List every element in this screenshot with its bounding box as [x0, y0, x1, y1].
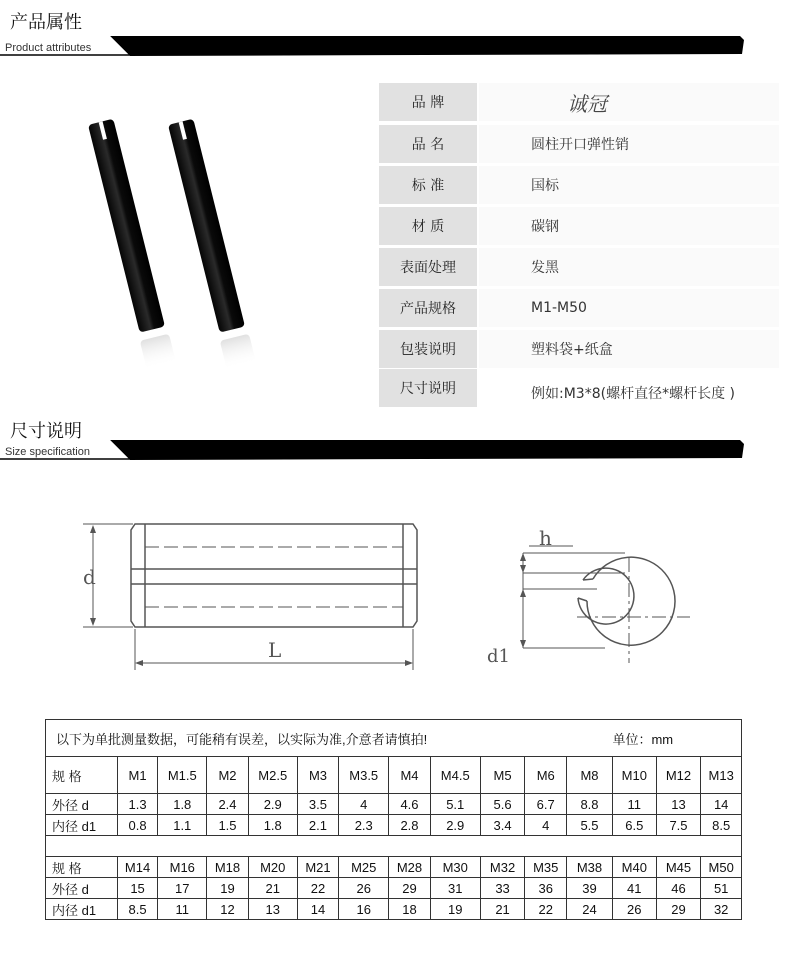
size-header-bar: [0, 438, 745, 462]
size-cell: M30: [430, 857, 480, 878]
spec-header-row-2: [46, 857, 742, 878]
attribute-label: 产品规格: [379, 289, 477, 327]
outer-cell: 5.1: [430, 794, 480, 815]
inner-cell: 26: [612, 899, 656, 920]
outer-cell: 19: [207, 878, 249, 899]
outer-cell: 36: [525, 878, 567, 899]
inner-cell: 1.1: [158, 815, 207, 836]
diagram-label-h: h: [539, 526, 552, 550]
size-cell: M3: [297, 757, 339, 794]
spec-header-row-1: [46, 757, 742, 794]
outer-cell: 29: [389, 878, 431, 899]
size-cell: M21: [297, 857, 339, 878]
spring-pin-photo: [60, 115, 280, 395]
size-spec-table: [45, 719, 742, 920]
size-cell: M5: [480, 757, 525, 794]
attribute-value: 塑料袋+纸盒: [479, 330, 779, 368]
outer-cell: 31: [430, 878, 480, 899]
table-gap-row: [46, 836, 742, 857]
inner-cell: 22: [525, 899, 567, 920]
size-cell: M2: [207, 757, 249, 794]
measurement-note: 以下为单批测量数据，可能稍有误差，以实际为准,介意者请慎拍!: [46, 720, 613, 757]
attribute-row-brand: [379, 83, 779, 121]
size-cell: M6: [525, 757, 567, 794]
inner-cell: 1.5: [207, 815, 249, 836]
inner-cell: 21: [480, 899, 525, 920]
inner-cell: 4: [525, 815, 567, 836]
attributes-section-subtitle: Product attributes: [5, 42, 92, 54]
attribute-label: 品 牌: [379, 83, 477, 121]
diagram-label-d: d: [83, 565, 96, 589]
attribute-value: 碳钢: [479, 207, 779, 245]
inner-cell: 14: [297, 899, 339, 920]
outer-cell: 1.8: [158, 794, 207, 815]
attribute-label: 材 质: [379, 207, 477, 245]
outer-cell: 15: [117, 878, 158, 899]
outer-cell: 2.4: [207, 794, 249, 815]
row-label-inner: 内径 d1: [46, 899, 118, 920]
size-cell: M16: [158, 857, 207, 878]
inner-cell: 2.3: [339, 815, 389, 836]
inner-diameter-row-1: [46, 815, 742, 836]
size-cell: M4.5: [430, 757, 480, 794]
size-cell: M4: [389, 757, 431, 794]
attribute-label: 包装说明: [379, 330, 477, 368]
inner-cell: 2.9: [430, 815, 480, 836]
unit-label: 单位：mm: [612, 720, 741, 757]
inner-cell: 2.1: [297, 815, 339, 836]
row-label-spec: 规 格: [46, 757, 118, 794]
size-cell: M28: [389, 857, 431, 878]
size-cell: M10: [612, 757, 656, 794]
outer-cell: 17: [158, 878, 207, 899]
inner-cell: 0.8: [117, 815, 158, 836]
inner-cell: 18: [389, 899, 431, 920]
outer-cell: 2.9: [248, 794, 297, 815]
size-section-title: 尺寸说明: [10, 421, 82, 442]
attribute-row-spec: [379, 289, 779, 327]
table-note-row: [46, 720, 742, 757]
attribute-row-name: [379, 125, 779, 163]
size-cell: M25: [339, 857, 389, 878]
size-cell: M35: [525, 857, 567, 878]
size-cell: M20: [248, 857, 297, 878]
outer-cell: 11: [612, 794, 656, 815]
inner-cell: 13: [248, 899, 297, 920]
outer-cell: 39: [567, 878, 613, 899]
brand-value: 诚冠: [479, 83, 779, 121]
attribute-row-finish: [379, 248, 779, 286]
outer-cell: 4: [339, 794, 389, 815]
attribute-row-size: [379, 369, 779, 407]
size-cell: M3.5: [339, 757, 389, 794]
outer-cell: 26: [339, 878, 389, 899]
outer-cell: 41: [612, 878, 656, 899]
outer-diameter-row-1: [46, 794, 742, 815]
size-cell: M50: [701, 857, 742, 878]
row-label-outer: 外径 d: [46, 878, 118, 899]
size-cell: M1: [117, 757, 158, 794]
pin-side-view-diagram: [75, 515, 420, 675]
size-cell: M38: [567, 857, 613, 878]
outer-cell: 22: [297, 878, 339, 899]
inner-cell: 8.5: [701, 815, 742, 836]
outer-cell: 6.7: [525, 794, 567, 815]
inner-cell: 24: [567, 899, 613, 920]
size-cell: M18: [207, 857, 249, 878]
inner-cell: 16: [339, 899, 389, 920]
attributes-section-title: 产品属性: [10, 12, 82, 33]
attribute-label: 尺寸说明: [379, 369, 477, 407]
inner-cell: 29: [656, 899, 701, 920]
outer-cell: 51: [701, 878, 742, 899]
inner-cell: 3.4: [480, 815, 525, 836]
size-cell: M45: [656, 857, 701, 878]
outer-cell: 21: [248, 878, 297, 899]
attribute-value: M1-M50: [479, 289, 779, 327]
inner-cell: 6.5: [612, 815, 656, 836]
size-cell: M2.5: [248, 757, 297, 794]
inner-cell: 8.5: [117, 899, 158, 920]
inner-cell: 12: [207, 899, 249, 920]
inner-cell: 2.8: [389, 815, 431, 836]
inner-cell: 11: [158, 899, 207, 920]
inner-cell: 19: [430, 899, 480, 920]
size-cell: M14: [117, 857, 158, 878]
row-label-outer: 外径 d: [46, 794, 118, 815]
outer-cell: 33: [480, 878, 525, 899]
size-cell: M12: [656, 757, 701, 794]
size-cell: M13: [701, 757, 742, 794]
table-gap: [46, 836, 742, 857]
outer-cell: 4.6: [389, 794, 431, 815]
inner-cell: 7.5: [656, 815, 701, 836]
row-label-spec: 规 格: [46, 857, 118, 878]
size-cell: M8: [567, 757, 613, 794]
outer-cell: 46: [656, 878, 701, 899]
outer-cell: 5.6: [480, 794, 525, 815]
outer-cell: 3.5: [297, 794, 339, 815]
size-cell: M1.5: [158, 757, 207, 794]
outer-cell: 1.3: [117, 794, 158, 815]
attribute-row-material: [379, 207, 779, 245]
attribute-label: 品 名: [379, 125, 477, 163]
size-cell: M40: [612, 857, 656, 878]
attribute-row-packaging: [379, 330, 779, 368]
attribute-value: 国标: [479, 166, 779, 204]
attributes-header-bar: [0, 34, 745, 58]
inner-cell: 5.5: [567, 815, 613, 836]
attribute-value: 发黑: [479, 248, 779, 286]
size-section-subtitle: Size specification: [5, 446, 90, 458]
diagram-label-d1: d1: [487, 646, 510, 667]
attribute-value: 例如:M3*8(螺杆直径*螺杆长度 ): [479, 369, 779, 407]
diagram-label-L: L: [268, 638, 282, 662]
inner-diameter-row-2: [46, 899, 742, 920]
attribute-value: 圆柱开口弹性销: [479, 125, 779, 163]
inner-cell: 1.8: [248, 815, 297, 836]
attribute-row-standard: [379, 166, 779, 204]
row-label-inner: 内径 d1: [46, 815, 118, 836]
outer-cell: 14: [701, 794, 742, 815]
outer-cell: 8.8: [567, 794, 613, 815]
attribute-label: 标 准: [379, 166, 477, 204]
outer-diameter-row-2: [46, 878, 742, 899]
size-cell: M32: [480, 857, 525, 878]
attribute-label: 表面处理: [379, 248, 477, 286]
pin-end-view-diagram: [485, 518, 700, 678]
inner-cell: 32: [701, 899, 742, 920]
outer-cell: 13: [656, 794, 701, 815]
